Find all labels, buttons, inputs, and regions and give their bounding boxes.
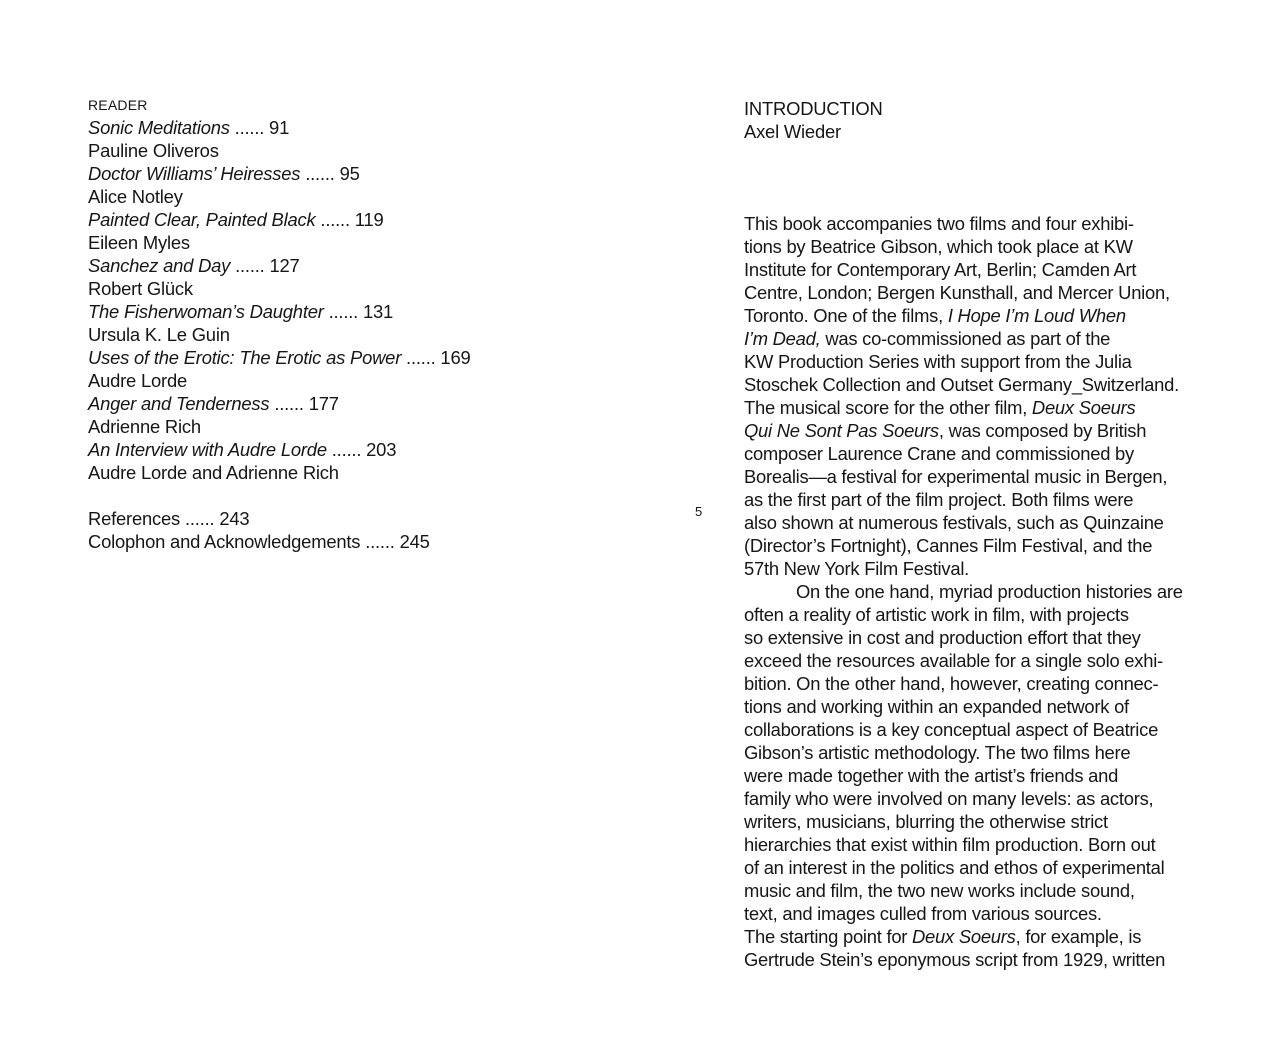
toc-entry-author: Robert Glück — [88, 278, 193, 299]
body-text-run: writers, musicians, blurring the otherwise strict — [744, 811, 1108, 832]
body-line — [744, 373, 1204, 396]
toc-entry-title: The Fisherwoman’s Daughter — [88, 301, 324, 322]
toc-entry-page: 91 — [269, 117, 290, 138]
toc-extra-label: References — [88, 508, 181, 529]
toc-entry-title: Doctor Williams’ Heiresses — [88, 163, 301, 184]
toc-entry-leader: ...... — [401, 347, 441, 368]
body-line — [744, 856, 1204, 879]
toc-entry-title: Uses of the Erotic: The Erotic as Power — [88, 347, 402, 368]
body-line — [744, 258, 1204, 281]
body-line — [744, 925, 1204, 948]
toc-entry — [88, 208, 608, 231]
toc-spacer — [88, 484, 608, 507]
body-text-run: (Director’s Fortnight), Cannes Film Festival, and the — [744, 535, 1153, 556]
body-line — [744, 304, 1204, 327]
body-text-run: Stoschek Collection and Outset Germany_Switzerland. — [744, 374, 1179, 395]
body-text-run: Centre, London; Bergen Kunsthall, and Mercer Union, — [744, 282, 1170, 303]
body-line — [744, 442, 1204, 465]
body-text-run: Toronto. One of the films, — [744, 305, 948, 326]
body-line — [744, 764, 1204, 787]
toc-header: READER — [88, 97, 148, 113]
body-text-run: music and film, the two new works include sound, — [744, 880, 1135, 901]
body-line — [744, 718, 1204, 741]
toc-entries — [88, 116, 608, 484]
toc-entry-page: 127 — [269, 255, 300, 276]
body-text-run: hierarchies that exist within film production. Born out — [744, 834, 1156, 855]
body-text-run: Gibson’s artistic methodology. The two films here — [744, 742, 1131, 763]
body-line — [744, 580, 1204, 603]
toc-entry — [88, 162, 608, 185]
body-text-run: Borealis—a festival for experimental music in Bergen, — [744, 466, 1168, 487]
toc-entry — [88, 300, 608, 323]
toc-extra-label: Colophon and Acknowledgements — [88, 531, 361, 552]
toc-extra-leader: ...... — [180, 508, 220, 529]
toc-entry-page: 95 — [339, 163, 360, 184]
body-line — [744, 672, 1204, 695]
body-text-run: of an interest in the politics and ethos of experimental — [744, 857, 1165, 878]
body-text-run: also shown at numerous festivals, such as Quinzaine — [744, 512, 1164, 533]
toc-entry-page: 203 — [366, 439, 397, 460]
body-line — [744, 810, 1204, 833]
toc-entry-leader: ...... — [229, 117, 270, 138]
body-line — [744, 948, 1204, 971]
body-text-run: collaborations is a key conceptual aspect of Beatrice — [744, 719, 1159, 740]
table-of-contents — [88, 96, 608, 553]
body-text-run: exceed the resources available for a single solo exhi- — [744, 650, 1163, 671]
toc-extra-page: 243 — [219, 508, 250, 529]
body-text-run: Institute for Contemporary Art, Berlin; Camden Art — [744, 259, 1137, 280]
toc-extra-entry — [88, 507, 608, 530]
toc-entry-author: Pauline Oliveros — [88, 140, 219, 161]
body-italic-text: I Hope I’m Loud When — [947, 305, 1126, 326]
toc-entry-title: An Interview with Audre Lorde — [88, 439, 327, 460]
body-line — [744, 833, 1204, 856]
body-text-run: often a reality of artistic work in film, with projects — [744, 604, 1129, 625]
toc-entry-title: Anger and Tenderness — [88, 393, 270, 414]
body-text-run: as the first part of the film project. Both films were — [744, 489, 1134, 510]
intro-body-text — [744, 212, 1204, 971]
body-text-run: The starting point for — [744, 926, 913, 947]
body-text-run: was co-commissioned as part of the — [820, 328, 1111, 349]
body-line — [744, 327, 1204, 350]
toc-entry — [88, 438, 608, 461]
toc-entry — [88, 116, 608, 139]
body-line — [744, 281, 1204, 304]
body-text-run: , for example, is — [1015, 926, 1142, 947]
body-text-run: text, and images culled from various sources. — [744, 903, 1102, 924]
toc-entry-title: Sonic Meditations — [88, 117, 230, 138]
toc-entry-author: Audre Lorde and Adrienne Rich — [88, 462, 339, 483]
toc-entry-author: Adrienne Rich — [88, 416, 201, 437]
body-line — [744, 212, 1204, 235]
toc-entry-page: 177 — [308, 393, 339, 414]
body-text-run: Gertrude Stein’s eponymous script from 1929, written — [744, 949, 1166, 970]
body-text-run: KW Production Series with support from the Julia — [744, 351, 1132, 372]
toc-entry-author: Ursula K. Le Guin — [88, 324, 230, 345]
toc-extras — [88, 507, 608, 553]
body-italic-text: Deux Soeurs — [912, 926, 1016, 947]
toc-entry-title: Painted Clear, Painted Black — [88, 209, 316, 230]
body-text-run: tions and working within an expanded network of — [744, 696, 1129, 717]
toc-extra-leader: ...... — [360, 531, 400, 552]
body-line — [744, 235, 1204, 258]
toc-entry-page: 131 — [362, 301, 394, 322]
body-line — [744, 603, 1204, 626]
body-line — [744, 396, 1204, 419]
toc-entry-page: 119 — [354, 209, 384, 230]
toc-entry-leader: ...... — [315, 209, 355, 230]
intro-heading-block — [744, 97, 1204, 143]
toc-entry — [88, 254, 608, 277]
body-line — [744, 511, 1204, 534]
body-italic-text: Deux Soeurs — [1031, 397, 1136, 418]
toc-entry-title: Sanchez and Day — [88, 255, 231, 276]
body-text-run: bition. On the other hand, however, creating connec- — [744, 673, 1159, 694]
page-number: 5 — [695, 504, 703, 519]
body-line — [744, 350, 1204, 373]
body-line — [744, 419, 1204, 442]
toc-entry-leader: ...... — [269, 393, 309, 414]
toc-entry — [88, 392, 608, 415]
body-line — [744, 649, 1204, 672]
toc-extra-page: 245 — [399, 531, 430, 552]
intro-title: INTRODUCTION — [744, 98, 883, 119]
body-text-run: , was composed by British — [938, 420, 1147, 441]
body-text-run: The musical score for the other film, — [744, 397, 1032, 418]
body-line — [744, 557, 1204, 580]
body-text-run: On the one hand, myriad production histories are — [796, 581, 1183, 602]
toc-entry-leader: ...... — [230, 255, 270, 276]
intro-author: Axel Wieder — [744, 121, 841, 142]
body-italic-text: Qui Ne Sont Pas Soeurs — [744, 420, 939, 441]
body-line — [744, 741, 1204, 764]
toc-entry-author: Alice Notley — [88, 186, 183, 207]
right-page — [640, 0, 1275, 1062]
body-line — [744, 787, 1204, 810]
toc-entry — [88, 346, 608, 369]
body-text-run: family who were involved on many levels: as actors, — [744, 788, 1154, 809]
body-line — [744, 534, 1204, 557]
body-line — [744, 695, 1204, 718]
body-text-run: were made together with the artist’s friends and — [744, 765, 1119, 786]
body-italic-text: I’m Dead, — [744, 328, 821, 349]
body-line — [744, 488, 1204, 511]
body-text-run: composer Laurence Crane and commissioned by — [744, 443, 1134, 464]
toc-entry-page: 169 — [440, 347, 471, 368]
body-text-run: so extensive in cost and production effort that they — [744, 627, 1141, 648]
toc-extra-entry — [88, 530, 608, 553]
toc-entry-author: Audre Lorde — [88, 370, 188, 391]
body-text-run: This book accompanies two films and four exhibi- — [744, 213, 1134, 234]
body-line — [744, 879, 1204, 902]
body-line — [744, 626, 1204, 649]
body-text-run: tions by Beatrice Gibson, which took place at KW — [744, 236, 1133, 257]
body-line — [744, 902, 1204, 925]
body-text-run: 57th New York Film Festival. — [744, 558, 970, 579]
toc-entry-leader: ...... — [323, 301, 363, 322]
toc-entry-leader: ...... — [300, 163, 340, 184]
toc-entry-author: Eileen Myles — [88, 232, 190, 253]
body-line — [744, 465, 1204, 488]
toc-entry-leader: ...... — [326, 439, 367, 460]
